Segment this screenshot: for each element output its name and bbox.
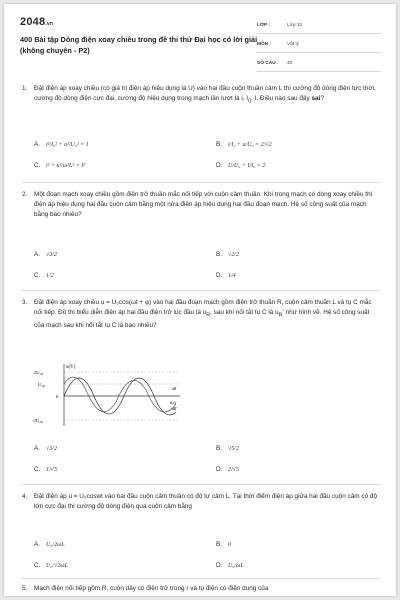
question-emphasis: sai: [311, 95, 321, 103]
question-text: [34, 84, 380, 107]
option-label: D.: [216, 162, 223, 169]
divider: [22, 578, 380, 579]
option-label: A.: [34, 251, 41, 258]
question-number: 3.: [22, 299, 28, 306]
question-text: [34, 298, 380, 331]
option-label: A.: [34, 541, 41, 548]
meta-value: Lớp 12: [287, 23, 303, 28]
option-label: D.: [216, 272, 223, 279]
q2-option-a[interactable]: [34, 250, 57, 260]
document-page: [4, 4, 396, 596]
option-label: A.: [34, 141, 41, 148]
meta-row-class: [257, 18, 381, 34]
graph-tick: [38, 382, 45, 388]
option-formula: i² + u²/ω²L² = I²: [46, 163, 85, 169]
option-label: B.: [216, 251, 223, 258]
option-formula: U₀/√2ωL: [46, 563, 68, 569]
option-label: C.: [34, 272, 41, 279]
option-label: B.: [216, 541, 223, 548]
document-header: [4, 4, 396, 68]
q4-option-d[interactable]: [216, 561, 244, 571]
meta-row-count: [257, 56, 381, 72]
graph-t-label: t(s): [170, 400, 176, 405]
q4-option-b[interactable]: [216, 540, 231, 550]
question-text: Một đoạn mạch xoay chiều gồm điện trở thuần mắc nối tiếp với cuộn cảm thuần. Khi trong mạch có dòng xoay chiều thì điện áp hiệu dụng hai đầu cuộn cảm bằng một nửa điện áp hiệu dụng hai đầu đoạn mạch. Hệ số công suất của mạch bằng bao nhiêu?: [34, 191, 373, 219]
graph-tick: [32, 418, 43, 424]
option-formula: 2/√5: [228, 467, 239, 473]
option-label: D.: [216, 466, 223, 473]
graph-curve-label: uR: [172, 387, 177, 391]
q3-option-b[interactable]: [216, 444, 239, 454]
q4-option-a[interactable]: [34, 540, 65, 550]
graph-tick-sub: oR: [39, 372, 44, 376]
divider: [22, 290, 380, 291]
document-title: 400 Bài tập Dòng điện xoay chiều trong đề thi thử Đại học có lời giải (không chuyên - P2): [20, 35, 258, 55]
q1-option-b[interactable]: [216, 140, 272, 150]
option-label: B.: [216, 445, 223, 452]
meta-key: MÔN :: [257, 42, 272, 47]
logo-suffix: .vn: [45, 21, 54, 27]
option-formula: √5/2: [228, 446, 239, 452]
question-text-part: ?: [320, 95, 324, 103]
question-text-part: Đặt điện áp xoay chiều (có giá trị điện áp hiệu dụng là U) vào hai đầu cuộn thuần cảm L thì cường độ dòng điện tức thời, cường độ dòng điện cực đại, cường độ hiệu dụng trong mạch lần lượt là i, I: [34, 85, 376, 103]
option-formula: i²/I₀² + u²/U₀² = 1: [46, 142, 89, 148]
option-formula: 0: [228, 542, 231, 548]
q3-option-c[interactable]: [34, 465, 57, 475]
q3-option-a[interactable]: [34, 444, 57, 454]
question-text: Mạch điện nối tiếp gồm R, cuộn dây có điện trở trong r và tụ điện có điện dung của: [34, 585, 269, 592]
question-number: 5.: [22, 585, 28, 592]
meta-key: SỐ CÂU :: [257, 61, 279, 66]
q1-option-a[interactable]: [34, 140, 89, 150]
option-label: C.: [34, 466, 41, 473]
graph-curve-label: uR': [172, 407, 178, 411]
question-subscript: R: [206, 312, 211, 319]
option-formula: 1/4: [228, 273, 236, 279]
option-formula: 1/2: [46, 273, 54, 279]
voltage-graph: [30, 360, 186, 430]
divider: [22, 182, 380, 183]
option-label: A.: [34, 445, 41, 452]
option-formula: √3/2: [46, 252, 57, 258]
question-subscript: 0: [248, 98, 252, 105]
option-label: C.: [34, 562, 41, 569]
option-formula: i/I₀ + u/U₀ = 2/√2: [228, 142, 272, 148]
question-number: 4.: [22, 493, 28, 500]
meta-value: 40: [287, 61, 293, 66]
option-formula: √2/2: [228, 252, 239, 258]
site-logo[interactable]: [20, 16, 53, 28]
meta-value: Vật lý: [287, 42, 299, 47]
graph-tick: 0: [56, 394, 59, 399]
logo-text: 2048: [20, 16, 46, 28]
meta-key: LỚP :: [257, 23, 271, 28]
question-subscript: R: [278, 312, 283, 319]
question-text-part: ' như hình vẽ. Hệ số công suất của mạch sau khi nối tắt tụ C là bao nhiêu?: [34, 309, 370, 329]
q4-option-c[interactable]: [34, 561, 68, 571]
meta-row-subject: [257, 37, 381, 53]
question-3: [22, 298, 380, 331]
graph-y-label: u(V): [66, 365, 76, 370]
option-formula: U₀/2ωL: [46, 542, 65, 548]
question-2: [22, 190, 380, 221]
graph-tick-sub: oR: [39, 420, 43, 424]
q3-option-d[interactable]: [216, 465, 239, 475]
graph-tick-sub: oR: [41, 384, 45, 388]
graph-curve-ur: [64, 378, 176, 415]
divider: [22, 484, 380, 485]
question-number: 1.: [22, 85, 28, 92]
question-text-part: , I. Điều nào sau đây: [251, 95, 312, 103]
option-formula: U₀/ωL: [228, 563, 244, 569]
graph-tick-value: 2U: [34, 370, 40, 375]
graph-tick-value: U: [38, 382, 42, 387]
graph-tick-value: -2U: [32, 418, 40, 423]
option-label: C.: [34, 162, 41, 169]
option-formula: √3/2: [46, 446, 57, 452]
q2-option-c[interactable]: [34, 271, 54, 281]
question-4: [22, 492, 380, 512]
q1-option-d[interactable]: [216, 161, 265, 171]
option-label: B.: [216, 141, 223, 148]
question-text-part: , sau khi nối tắt tụ C là u: [210, 309, 279, 317]
q2-option-b[interactable]: [216, 250, 239, 260]
question-5: [22, 584, 380, 594]
q1-option-c[interactable]: [34, 161, 85, 171]
graph-tick: [34, 370, 43, 376]
question-text-part: Đặt điện áp xoay chiều u = U₀cos(ωt + φ) vào hai đầu đoạn mạch gồm điện trở thuần R, cuộn cảm thuần L và tụ C mắc nối tiếp. Đồ thị biểu diễn điện áp hai đầu điện trở lúc đầu là u: [34, 299, 372, 317]
document-meta: [257, 18, 381, 75]
question-1: [22, 84, 380, 107]
question-text: Đặt điện áp u = U₀coswt vào hai đầu cuộn cảm thuần có độ tự cảm L. Tại thời điểm điện áp giữa hai đầu cuộn cảm có độ lớn cực đại thì cường độ dòng điện qua cuộn cảm bằng: [34, 493, 378, 511]
option-formula: 1/√5: [46, 467, 57, 473]
question-number: 2.: [22, 191, 28, 198]
option-formula: U/U₀ + I/I₀ = 2: [228, 163, 266, 169]
q2-option-d[interactable]: [216, 271, 236, 281]
option-label: D.: [216, 562, 223, 569]
